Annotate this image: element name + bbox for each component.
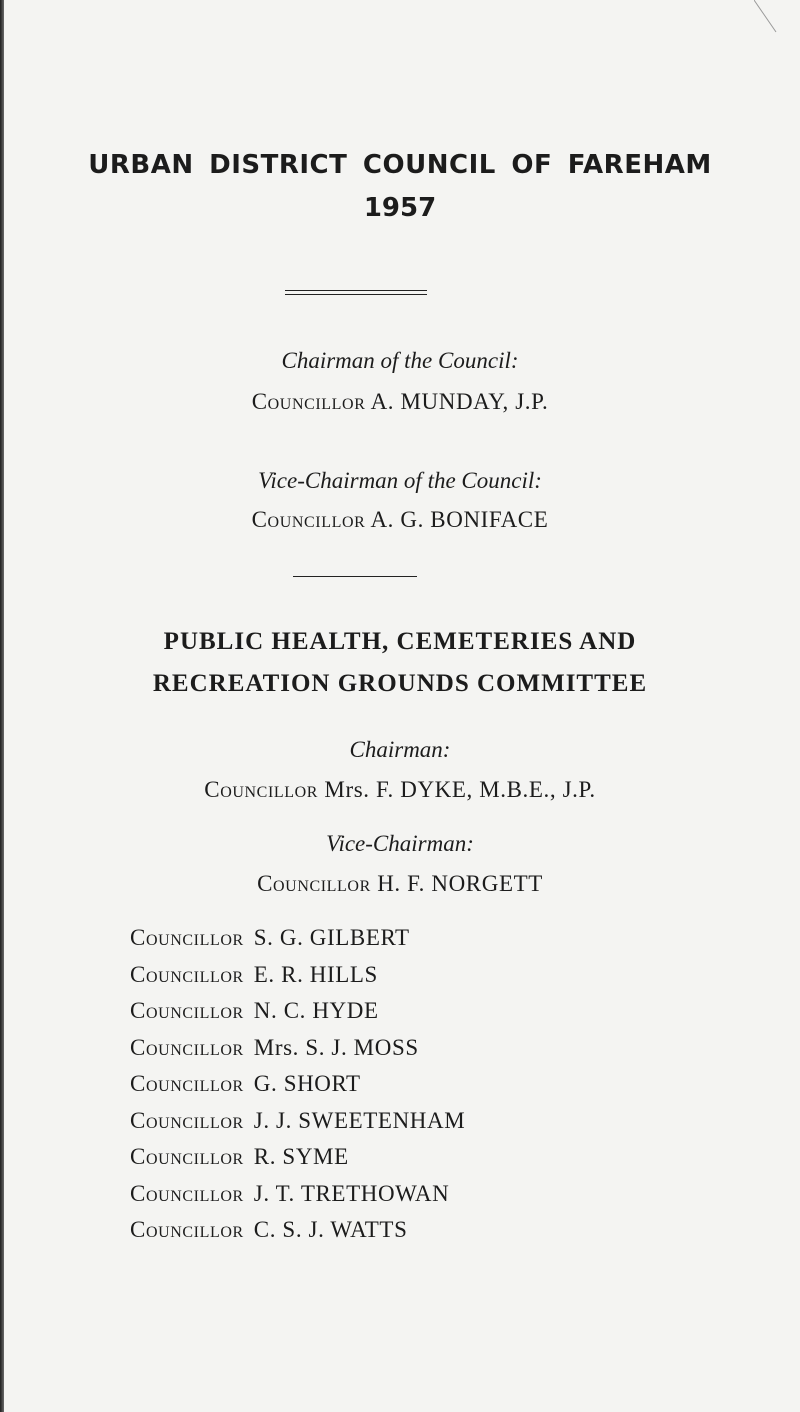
member-name: C. S. J. WATTS [253,1217,408,1242]
member-title: Councillor [130,925,244,950]
member-title: Councillor [130,1180,244,1206]
committee-chairman-line [0,777,800,803]
committee-vice-chairman-name: H. F. NORGETT [377,871,543,896]
list-item [130,1176,465,1213]
list-item [130,1212,465,1249]
list-item [130,1066,465,1103]
council-chairman-title: Councillor [251,389,366,414]
committee-vice-chairman-role: Vice-Chairman: [326,831,474,856]
list-item [130,993,465,1030]
council-chairman-line [0,389,800,415]
single-rule-divider [293,576,417,577]
report-year: 1957 [363,193,437,223]
council-vice-chairman-title: Councillor [251,507,366,532]
member-title: Councillor [130,998,244,1023]
member-name: S. G. GILBERT [253,925,410,950]
member-name: Mrs. S. J. MOSS [253,1034,419,1060]
list-item [130,1030,465,1067]
member-name: G. SHORT [253,1071,361,1096]
corner-scan-mark [754,0,778,34]
committee-vice-chairman-title: Councillor [257,871,371,896]
member-name: J. J. SWEETENHAM [253,1107,466,1133]
member-title: Councillor [130,1217,244,1242]
member-name: J. T. TRETHOWAN [253,1180,450,1206]
member-name: N. C. HYDE [253,998,379,1023]
member-name: E. R. HILLS [253,961,378,987]
committee-chairman-name: Mrs. F. DYKE, M.B.E., J.P. [324,777,596,802]
member-title: Councillor [130,1071,244,1096]
member-title: Councillor [130,1144,244,1169]
committee-chairman-title: Councillor [204,777,319,802]
council-vice-chairman-name: A. G. BONIFACE [370,507,549,532]
committee-member-list [130,920,465,1249]
member-name: R. SYME [253,1144,349,1169]
council-chairman-role: Chairman of the Council: [281,348,519,373]
council-title: URBAN DISTRICT COUNCIL OF FAREHAM [88,150,712,180]
list-item [130,1103,465,1140]
council-chairman-name: A. MUNDAY, J.P. [370,389,549,414]
double-rule-divider [285,290,427,295]
committee-name-line2: RECREATION GROUNDS COMMITTEE [152,670,648,697]
member-title: Councillor [130,1107,244,1133]
council-vice-chairman-role: Vice-Chairman of the Council: [258,468,542,493]
member-title: Councillor [130,961,244,987]
committee-vice-chairman-line [0,871,800,897]
list-item [130,920,465,957]
member-title: Councillor [130,1034,244,1060]
council-vice-chairman-line [0,507,800,533]
list-item [130,957,465,994]
committee-name-line1: PUBLIC HEALTH, CEMETERIES AND [163,628,637,655]
list-item [130,1139,465,1176]
committee-chairman-role: Chairman: [349,737,451,762]
